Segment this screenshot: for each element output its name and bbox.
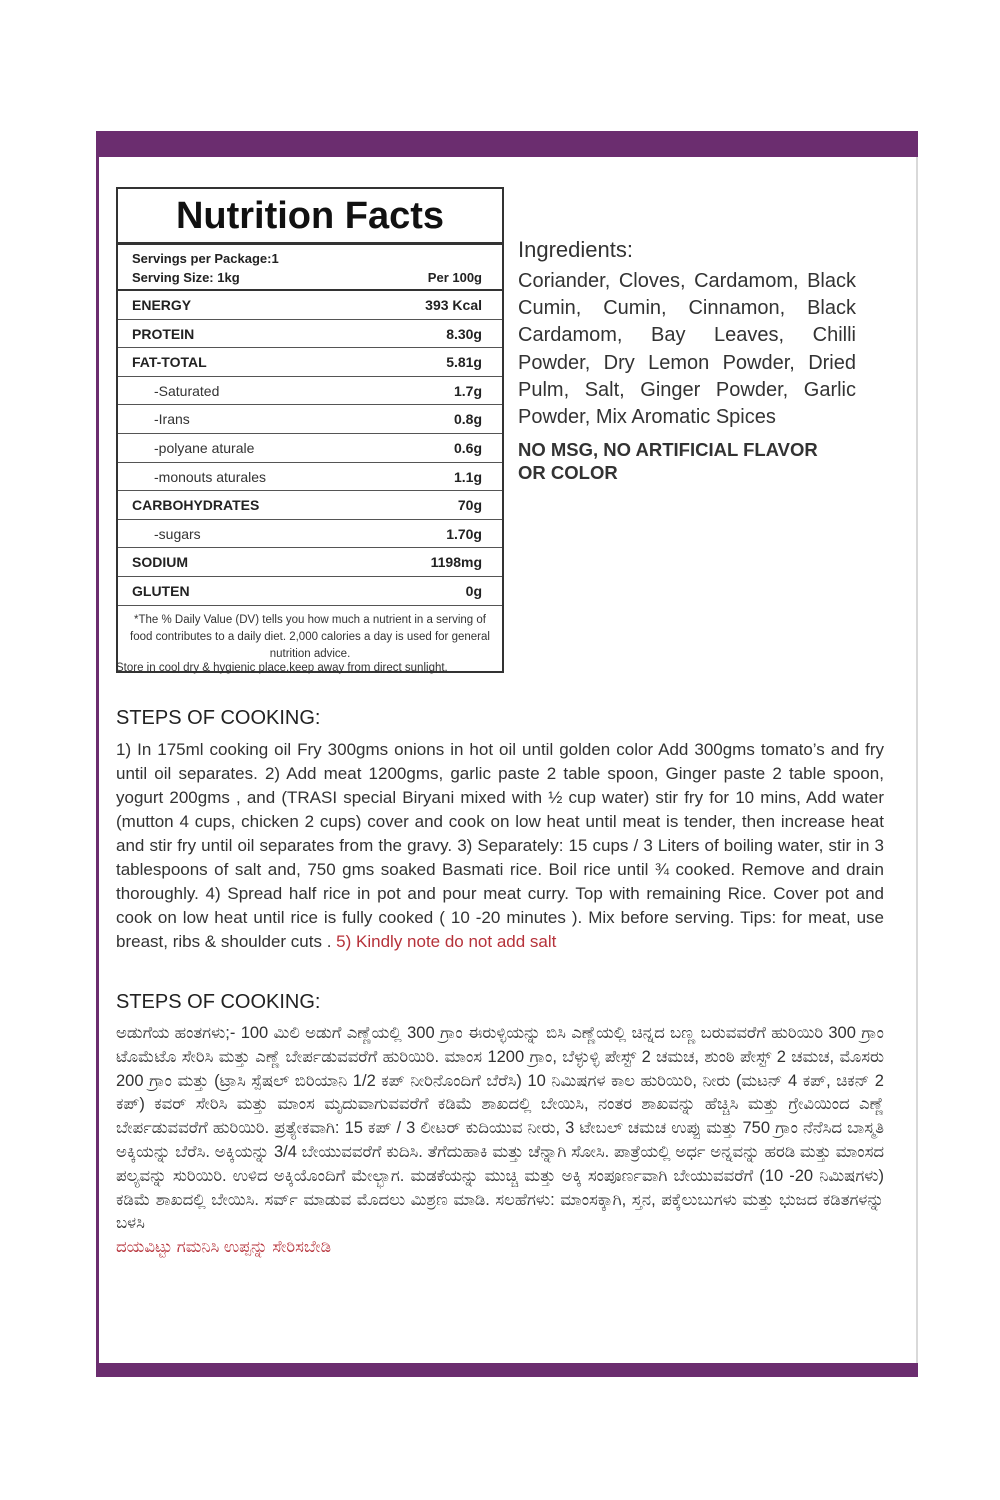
nutrient-name: -sugars — [154, 525, 201, 542]
panel-right-border — [916, 157, 918, 1363]
nutrient-value: 0.8g — [453, 411, 482, 428]
nutrient-row — [118, 434, 502, 463]
nutrient-name: -monouts aturales — [154, 468, 267, 485]
nutrition-title: Nutrition Facts — [118, 189, 502, 245]
ingredients-title: Ingredients: — [518, 237, 633, 262]
nutrient-row — [118, 405, 502, 434]
nutrition-facts-table — [116, 187, 504, 673]
nutrient-name: GLUTEN — [132, 582, 190, 599]
nutrient-name: CARBOHYDRATES — [132, 497, 260, 514]
no-msg-note: NO MSG, NO ARTIFICIAL FLAVOR OR COLOR — [518, 439, 818, 483]
nutrient-row — [118, 491, 502, 520]
steps-kannada-salt-note: ದಯವಿಟ್ಟು ಗಮನಿಸಿ ಉಪ್ಪನ್ನು ಸೇರಿಸಬೇಡಿ — [116, 1238, 331, 1257]
nutrient-rows — [118, 291, 502, 606]
nutrient-name: -Saturated — [154, 382, 220, 399]
nutrient-value: 393 Kcal — [425, 297, 482, 313]
nutrient-row — [118, 348, 502, 377]
daily-value-footnote: *The % Daily Value (DV) tells you how much a nutrient in a serving of food contributes to a daily diet. 2,000 calories a day is used for general nutrition advice. — [130, 613, 490, 660]
nutrient-name: -polyane aturale — [154, 439, 255, 456]
nutrient-row — [118, 520, 502, 549]
nutrient-value: 5.81g — [446, 354, 482, 371]
nutrient-value: 0g — [465, 582, 482, 599]
steps-kannada-text: ಅಡುಗೆಯ ಹಂತಗಳು;- 100 ಮಿಲಿ ಅಡುಗೆ ಎಣ್ಣೆಯಲ್ಲಿ 300 ಗ್ರಾಂ ಈರುಳ್ಳಿಯನ್ನು ಬಿಸಿ ಎಣ್ಣೆಯಲ್ಲಿ ಚಿನ್ನದ ಬಣ್ಣ ಬರುವವರೆಗೆ ಹುರಿಯಿರಿ 300 ಗ್ರಾಂ ಟೊಮೆಟೊ ಸೇರಿಸಿ ಮತ್ತು ಎಣ್ಣೆ ಬೇರ್ಪಡುವವರೆಗೆ ಹುರಿಯಿರಿ. ಮಾಂಸ 1200 ಗ್ರಾಂ, ಬೆಳ್ಳುಳ್ಳಿ ಪೇಸ್ಟ್ 2 ಚಮಚ, ಶುಂಠಿ ಪೇಸ್ಟ್ 2 ಚಮಚ, ಮೊಸರು 200 ಗ್ರಾಂ ಮತ್ತು (ಟ್ರಾಸಿ ಸ್ಪೆಷಲ್ ಬಿರಿಯಾನಿ 1/2 ಕಪ್ ನೀರಿನೊಂದಿಗೆ ಬೆರೆಸಿ) 10 ನಿಮಿಷಗಳ ಕಾಲ ಹುರಿಯಿರಿ, ನೀರು (ಮಟನ್ 4 ಕಪ್, ಚಿಕನ್ 2 ಕಪ್) ಕವರ್ ಸೇರಿಸಿ ಮತ್ತು ಮಾಂಸ ಮೃದುವಾಗುವವರೆಗೆ ಕಡಿಮೆ ಶಾಖದಲ್ಲಿ ಬೇಯಿಸಿ, ನಂತರ ಶಾಖವನ್ನು ಹೆಚ್ಚಿಸಿ ಮತ್ತು ಗ್ರೇವಿಯಿಂದ ಎಣ್ಣೆ ಬೇರ್ಪಡುವವರೆಗೆ ಹುರಿಯಿರಿ. ಪ್ರತ್ಯೇಕವಾಗಿ: 15 ಕಪ್ / 3 ಲೀಟರ್ ಕುದಿಯುವ ನೀರು, 3 ಟೇಬಲ್ ಚಮಚ ಉಪ್ಪು ಮತ್ತು 750 ಗ್ರಾಂ ನೆನೆಸಿದ ಬಾಸ್ಮತಿ ಅಕ್ಕಿಯನ್ನು ಬೆರೆಸಿ. ಅಕ್ಕಿಯನ್ನು 3/4 ಬೇಯುವವರೆಗೆ ಕುದಿಸಿ. ತೆಗೆದುಹಾಕಿ ಮತ್ತು ಚೆನ್ನಾಗಿ ಸೋಸಿ. ಪಾತ್ರೆಯಲ್ಲಿ ಅರ್ಧ ಅನ್ನವನ್ನು ಹರಡಿ ಮತ್ತು ಮಾಂಸದ ಪಲ್ಯವನ್ನು ಸುರಿಯಿರಿ. ಉಳಿದ ಅಕ್ಕಿಯೊಂದಿಗೆ ಮೇಲ್ಭಾಗ. ಮಡಕೆಯನ್ನು ಮುಚ್ಚಿ ಮತ್ತು ಅಕ್ಕಿ ಸಂಪೂರ್ಣವಾಗಿ ಬೇಯುವವರೆಗೆ (10 -20 ನಿಮಿಷಗಳು) ಕಡಿಮೆ ಶಾಖದಲ್ಲಿ ಬೇಯಿಸಿ. ಸರ್ವ್ ಮಾಡುವ ಮೊದಲು ಮಿಶ್ರಣ ಮಾಡಿ. ಸಲಹೆಗಳು: ಮಾಂಸಕ್ಕಾಗಿ, ಸ್ತನ, ಪಕ್ಕೆಲುಬುಗಳು ಮತ್ತು ಭುಜದ ಕಡಿತಗಳನ್ನು ಬಳಸಿ — [116, 1024, 884, 1233]
nutrient-name: FAT-TOTAL — [132, 354, 207, 371]
nutrient-name: SODIUM — [132, 554, 188, 571]
nutrient-value: 1.1g — [453, 468, 482, 485]
nutrient-row — [118, 548, 502, 577]
steps-kannada-body — [116, 1022, 884, 1260]
serving-info — [118, 245, 502, 291]
nutrient-row — [118, 291, 502, 320]
serving-size: Serving Size: 1kg — [132, 270, 240, 285]
nutrient-row — [118, 320, 502, 349]
nutrient-value: 70g — [457, 497, 482, 514]
nutrient-row — [118, 463, 502, 492]
servings-per-package: Servings per Package:1 — [132, 251, 279, 266]
nutrient-value: 8.30g — [446, 325, 482, 342]
nutrient-value: 1.7g — [453, 382, 482, 399]
nutrient-value: 1.70g — [446, 525, 482, 542]
steps-english-body — [116, 738, 884, 954]
nutrient-value: 1198mg — [430, 554, 482, 571]
per-label: Per 100g — [427, 270, 482, 285]
ingredients-list: Coriander, Cloves, Cardamom, Black Cumin, Cumin, Cinnamon, Black Cardamom, Bay Leaves, Chilli Powder, Dry Lemon Powder, Dried Pulm, Salt, Ginger Powder, Garlic Powder, Mix Aromatic Spices — [518, 270, 856, 429]
steps-kannada-title: STEPS OF COOKING: — [116, 991, 321, 1013]
nutrient-row — [118, 577, 502, 606]
steps-english-salt-note: 5) Kindly note do not add salt — [336, 932, 557, 951]
steps-english-title: STEPS OF COOKING: — [116, 707, 321, 729]
nutrient-name: PROTEIN — [132, 325, 195, 342]
nutrient-name: -Irans — [154, 411, 190, 428]
steps-english-text: 1) In 175ml cooking oil Fry 300gms onions in hot oil until golden color Add 300gms tomato’s and fry until oil separates. 2) Add meat 1200gms, garlic paste 2 table spoon, Ginger paste 2 table spoon, yogurt 200gms , and (TRASI special Biryani mixed with ½ cup water) stir fry for 10 mins, Add water (mutton 4 cups, chicken 2 cups) cover and cook on low heat until meat is tender, then increase heat and stir fry until oil separates from the gravy. 3) Separately: 15 cups / 3 Liters of boiling water, stir in 3 tablespoons of salt and, 750 gms soaked Basmati rice. Boil rice until ¾ cooked. Remove and drain thoroughly. 4) Spread half rice in pot and pour meat curry. Top with remaining Rice. Cover pot and cook on low heat until rice is fully cooked ( 10 -20 minutes ). Mix before serving. Tips: for meat, use breast, ribs & shoulder cuts . — [116, 740, 884, 951]
nutrient-row — [118, 377, 502, 406]
nutrient-value: 0.6g — [453, 439, 482, 456]
nutrient-name: ENERGY — [132, 297, 192, 313]
storage-instructions: Store in cool dry & hygienic place.keep away from direct sunlight. — [116, 662, 448, 674]
